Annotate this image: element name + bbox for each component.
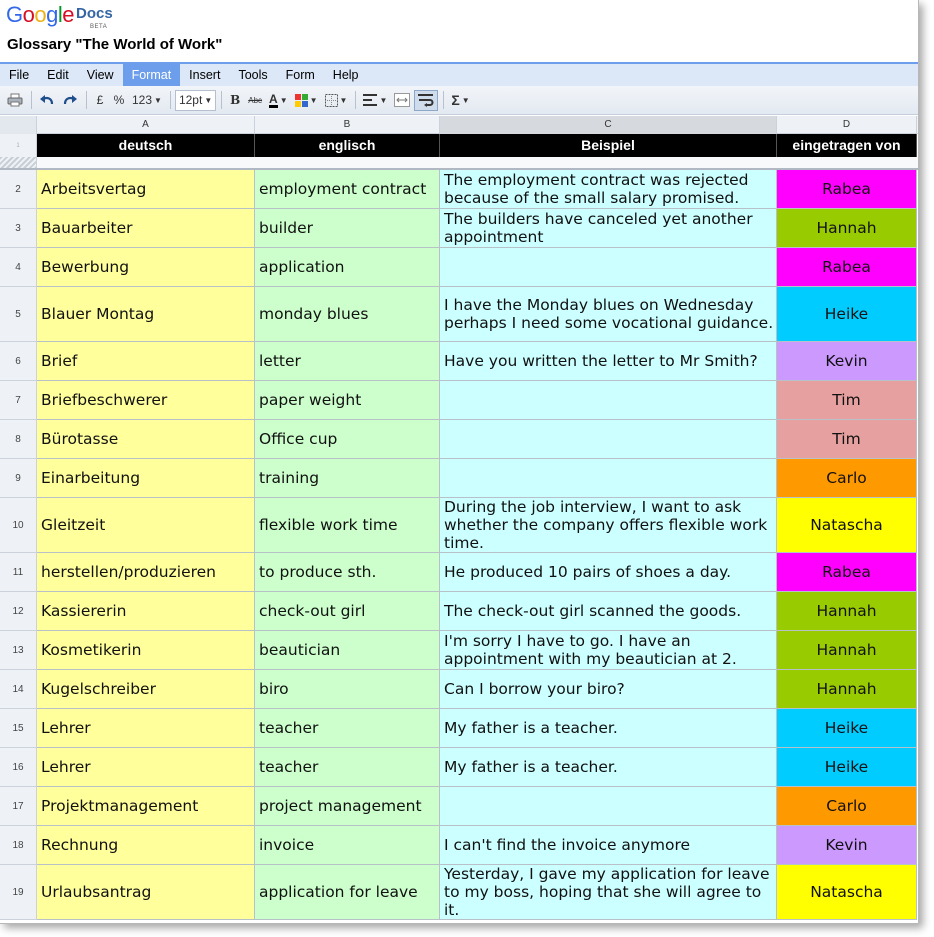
cell-eingetragen-von[interactable]: Heike <box>777 748 917 787</box>
data-table <box>0 170 918 920</box>
cell-englisch[interactable]: application <box>255 248 440 287</box>
chevron-down-icon: ▼ <box>461 95 470 105</box>
row-number[interactable]: 13 <box>0 631 37 670</box>
table-row <box>0 826 918 865</box>
cell-deutsch[interactable]: Kosmetikerin <box>37 631 255 670</box>
menu-insert[interactable]: Insert <box>189 68 221 82</box>
redo-icon <box>62 93 78 107</box>
cell-deutsch[interactable]: herstellen/produzieren <box>37 553 255 592</box>
row-number[interactable]: 6 <box>0 342 37 381</box>
font-size-label: 12pt <box>178 93 203 107</box>
redo-button[interactable] <box>59 90 81 111</box>
cell-englisch[interactable]: employment contract <box>255 170 440 209</box>
cell-deutsch[interactable]: Arbeitsvertag <box>37 170 255 209</box>
text-color-icon: A <box>269 91 278 106</box>
freeze-handle[interactable] <box>0 157 37 168</box>
cell-englisch[interactable]: check-out girl <box>255 592 440 631</box>
cell-englisch[interactable]: application for leave <box>255 865 440 920</box>
cell-eingetragen-von[interactable]: Hannah <box>777 209 917 248</box>
merge-cells-button[interactable] <box>391 90 413 111</box>
menu-view[interactable]: View <box>86 68 114 82</box>
table-header-row <box>0 134 918 157</box>
wrap-text-icon <box>418 93 434 107</box>
wrap-text-button[interactable] <box>414 90 438 111</box>
cell-beispiel[interactable] <box>440 459 777 498</box>
toolbar-separator <box>221 91 222 109</box>
cell-beispiel[interactable]: I'm sorry I have to go. I have an appointment with my beautician at 2. <box>440 631 777 670</box>
cell-eingetragen-von[interactable]: Rabea <box>777 170 917 209</box>
cell-eingetragen-von[interactable]: Tim <box>777 420 917 459</box>
cell-eingetragen-von[interactable]: Natascha <box>777 498 917 553</box>
cell-deutsch[interactable]: Lehrer <box>37 748 255 787</box>
row-number[interactable]: 12 <box>0 592 37 631</box>
cell-englisch[interactable]: beautician <box>255 631 440 670</box>
row-number[interactable]: 19 <box>0 865 37 920</box>
cell-eingetragen-von[interactable]: Rabea <box>777 553 917 592</box>
currency-format-button[interactable]: £ <box>96 93 104 107</box>
print-button[interactable] <box>4 90 26 111</box>
cell-deutsch[interactable]: Kugelschreiber <box>37 670 255 709</box>
logo-docs-text: Docs <box>76 5 113 22</box>
column-header-c[interactable]: C <box>440 116 777 134</box>
logo-beta-text: BETA <box>90 24 108 30</box>
toolbar <box>0 86 918 115</box>
cell-beispiel[interactable]: The employment contract was rejected because of the small salary promised. <box>440 170 777 209</box>
strikethrough-button[interactable]: Abc <box>248 95 263 105</box>
cell-beispiel[interactable]: The builders have canceled yet another appointment <box>440 209 777 248</box>
row-number[interactable]: 9 <box>0 459 37 498</box>
table-row <box>0 287 918 342</box>
cell-englisch[interactable]: builder <box>255 209 440 248</box>
row-number[interactable]: 5 <box>0 287 37 342</box>
cell-englisch[interactable]: project management <box>255 787 440 826</box>
toolbar-separator <box>31 91 32 109</box>
table-row <box>0 865 918 920</box>
undo-button[interactable] <box>36 90 58 111</box>
cell-eingetragen-von[interactable]: Carlo <box>777 787 917 826</box>
cell-englisch[interactable]: invoice <box>255 826 440 865</box>
cell-eingetragen-von[interactable]: Rabea <box>777 248 917 287</box>
column-header-a[interactable]: A <box>37 116 255 134</box>
menu-format[interactable]: Format <box>123 64 181 86</box>
cell-beispiel[interactable] <box>440 420 777 459</box>
cell-eingetragen-von[interactable]: Tim <box>777 381 917 420</box>
number-format-dropdown[interactable] <box>129 90 165 111</box>
logo-google-text: Google <box>6 2 75 27</box>
table-row <box>0 420 918 459</box>
align-left-icon <box>363 94 377 106</box>
cell-eingetragen-von[interactable]: Heike <box>777 287 917 342</box>
toolbar-separator <box>443 91 444 109</box>
toolbar-separator <box>355 91 356 109</box>
cell-eingetragen-von[interactable]: Hannah <box>777 592 917 631</box>
cell-englisch[interactable]: training <box>255 459 440 498</box>
chevron-down-icon: ▼ <box>339 95 348 105</box>
cell-beispiel[interactable]: During the job interview, I want to ask whether the company offers flexible work time. <box>440 498 777 553</box>
header-cell-englisch[interactable]: englisch <box>255 134 440 157</box>
row-number[interactable]: 15 <box>0 709 37 748</box>
formula-dropdown[interactable] <box>448 90 472 111</box>
row-number[interactable]: 14 <box>0 670 37 709</box>
table-row <box>0 787 918 826</box>
cell-eingetragen-von[interactable]: Hannah <box>777 631 917 670</box>
menu-file[interactable]: File <box>9 68 30 82</box>
row-number[interactable]: 7 <box>0 381 37 420</box>
cell-deutsch[interactable]: Bauarbeiter <box>37 209 255 248</box>
column-header-b[interactable]: B <box>255 116 440 134</box>
menu-form[interactable]: Form <box>285 68 315 82</box>
cell-eingetragen-von[interactable]: Hannah <box>777 670 917 709</box>
table-row <box>0 498 918 553</box>
cell-beispiel[interactable] <box>440 248 777 287</box>
freeze-divider <box>0 157 918 170</box>
cell-englisch[interactable]: teacher <box>255 709 440 748</box>
merge-cells-icon <box>394 93 410 107</box>
cell-beispiel[interactable] <box>440 381 777 420</box>
table-row <box>0 248 918 287</box>
borders-dropdown[interactable] <box>322 90 351 111</box>
row-number[interactable]: 4 <box>0 248 37 287</box>
table-row <box>0 631 918 670</box>
cell-beispiel[interactable]: He produced 10 pairs of shoes a day. <box>440 553 777 592</box>
background-color-icon <box>295 94 308 107</box>
cell-eingetragen-von[interactable]: Kevin <box>777 826 917 865</box>
table-row <box>0 170 918 209</box>
row-number[interactable]: 10 <box>0 498 37 553</box>
align-dropdown[interactable] <box>360 90 390 111</box>
cell-beispiel[interactable]: My father is a teacher. <box>440 709 777 748</box>
chevron-down-icon: ▼ <box>309 95 318 105</box>
text-color-dropdown[interactable] <box>266 90 291 111</box>
document-title[interactable]: Glossary "The World of Work" <box>7 36 223 53</box>
cell-englisch[interactable]: biro <box>255 670 440 709</box>
cell-deutsch[interactable]: Briefbeschwerer <box>37 381 255 420</box>
row-number[interactable]: 17 <box>0 787 37 826</box>
cell-englisch[interactable]: flexible work time <box>255 498 440 553</box>
table-row <box>0 709 918 748</box>
chevron-down-icon: ▼ <box>279 95 288 105</box>
toolbar-separator <box>86 91 87 109</box>
percent-format-button[interactable]: % <box>113 93 125 107</box>
row-number[interactable]: 3 <box>0 209 37 248</box>
cell-deutsch[interactable]: Projektmanagement <box>37 787 255 826</box>
menu-edit[interactable]: Edit <box>47 68 69 82</box>
cell-englisch[interactable]: letter <box>255 342 440 381</box>
cell-deutsch[interactable]: Gleitzeit <box>37 498 255 553</box>
cell-beispiel[interactable]: The check-out girl scanned the goods. <box>440 592 777 631</box>
cell-deutsch[interactable]: Urlaubsantrag <box>37 865 255 920</box>
cell-eingetragen-von[interactable]: Heike <box>777 709 917 748</box>
print-icon <box>7 93 23 107</box>
header-cell-eingetragen-von[interactable]: eingetragen von <box>777 134 917 157</box>
cell-eingetragen-von[interactable]: Natascha <box>777 865 917 920</box>
cell-eingetragen-von[interactable]: Kevin <box>777 342 917 381</box>
number-format-label: 123 <box>132 93 153 107</box>
select-all-corner[interactable] <box>0 116 37 134</box>
row-number[interactable]: 1 <box>0 134 37 157</box>
row-number[interactable]: 16 <box>0 748 37 787</box>
cell-beispiel[interactable]: I have the Monday blues on Wednesday perhaps I need some vocational guidance. <box>440 287 777 342</box>
bold-button[interactable]: B <box>230 93 241 107</box>
borders-icon <box>325 94 338 107</box>
cell-englisch[interactable]: monday blues <box>255 287 440 342</box>
column-header-row <box>0 116 918 134</box>
cell-deutsch[interactable]: Einarbeitung <box>37 459 255 498</box>
cell-deutsch[interactable]: Brief <box>37 342 255 381</box>
cell-deutsch[interactable]: Kassiererin <box>37 592 255 631</box>
background-color-dropdown[interactable] <box>292 90 321 111</box>
header-cell-beispiel[interactable]: Beispiel <box>440 134 777 157</box>
chevron-down-icon: ▼ <box>379 95 388 105</box>
row-number[interactable]: 11 <box>0 553 37 592</box>
cell-beispiel[interactable] <box>440 787 777 826</box>
cell-beispiel[interactable]: Can I borrow your biro? <box>440 670 777 709</box>
table-row <box>0 553 918 592</box>
row-number[interactable]: 18 <box>0 826 37 865</box>
table-row <box>0 748 918 787</box>
table-row <box>0 459 918 498</box>
chevron-down-icon: ▼ <box>204 95 213 105</box>
cell-englisch[interactable]: teacher <box>255 748 440 787</box>
table-row <box>0 209 918 248</box>
cell-englisch[interactable]: to produce sth. <box>255 553 440 592</box>
sum-icon: Σ <box>451 92 460 108</box>
chevron-down-icon: ▼ <box>154 95 162 105</box>
cell-beispiel[interactable]: Yesterday, I gave my application for leave to my boss, hoping that she will agree to it. <box>440 865 777 920</box>
cell-deutsch[interactable]: Bewerbung <box>37 248 255 287</box>
cell-deutsch[interactable]: Rechnung <box>37 826 255 865</box>
menu-help[interactable]: Help <box>332 68 359 82</box>
column-header-d[interactable]: D <box>777 116 917 134</box>
table-row <box>0 670 918 709</box>
row-number[interactable]: 8 <box>0 420 37 459</box>
cell-beispiel[interactable]: I can't find the invoice anymore <box>440 826 777 865</box>
table-row <box>0 342 918 381</box>
cell-beispiel[interactable]: Have you written the letter to Mr Smith? <box>440 342 777 381</box>
toolbar-separator <box>170 91 171 109</box>
cell-deutsch[interactable]: Bürotasse <box>37 420 255 459</box>
cell-beispiel[interactable]: My father is a teacher. <box>440 748 777 787</box>
row-number[interactable]: 2 <box>0 170 37 209</box>
table-row <box>0 592 918 631</box>
table-row <box>0 381 918 420</box>
cell-deutsch[interactable]: Lehrer <box>37 709 255 748</box>
menu-tools[interactable]: Tools <box>238 68 268 82</box>
cell-englisch[interactable]: Office cup <box>255 420 440 459</box>
header-cell-deutsch[interactable]: deutsch <box>37 134 255 157</box>
undo-icon <box>39 93 55 107</box>
cell-deutsch[interactable]: Blauer Montag <box>37 287 255 342</box>
cell-englisch[interactable]: paper weight <box>255 381 440 420</box>
cell-eingetragen-von[interactable]: Carlo <box>777 459 917 498</box>
google-docs-logo[interactable] <box>6 2 113 32</box>
font-size-dropdown[interactable] <box>175 90 216 111</box>
menu-bar <box>0 62 918 86</box>
